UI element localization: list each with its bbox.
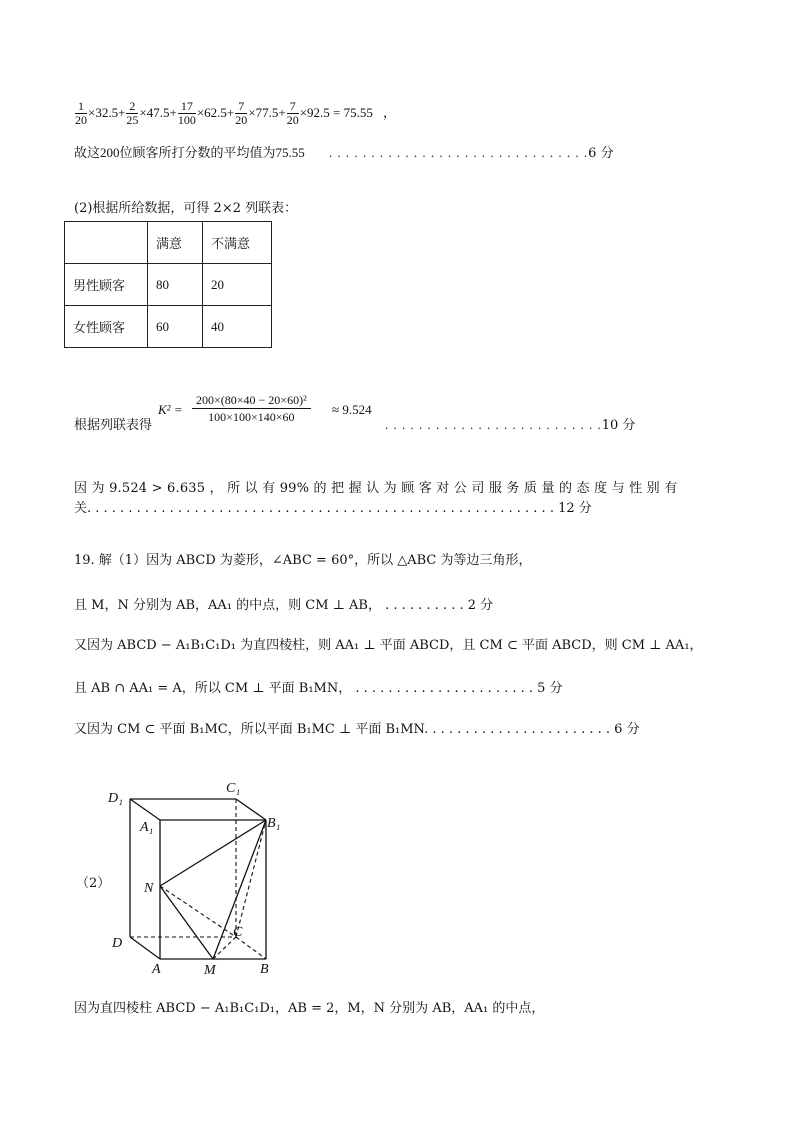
table-row	[65, 222, 272, 264]
fraction: $\frac{17}{100}$	[177, 99, 196, 127]
fraction: $\frac{2}{25}$	[126, 99, 139, 127]
table-row	[65, 264, 272, 306]
edge-D1A1	[130, 799, 160, 820]
label-A1: A₁	[140, 820, 154, 835]
edge-DA	[130, 937, 160, 959]
table-cell: 60	[148, 306, 203, 348]
k2-approx: ≈ 9.524	[332, 402, 372, 417]
q19-line-2: 且 M，N 分别为 AB，AA₁ 的中点，则 CM ⊥ AB， . . . . . . . . . . 2 分	[74, 598, 494, 613]
factor: ×92.5 = 75.55	[299, 105, 373, 120]
factor: ×62.5+	[196, 105, 235, 120]
k2-prefix: 根据列联表得	[74, 418, 153, 433]
label-B1: B₁	[267, 816, 281, 831]
table-cell	[65, 222, 148, 264]
prism-figure	[100, 775, 290, 980]
segment-NC-hidden	[160, 886, 236, 937]
factor: ×32.5+	[88, 105, 126, 120]
edge-C1B1	[236, 799, 266, 820]
segment-MC-hidden	[213, 937, 236, 959]
segment-NM	[160, 886, 213, 959]
q19-line-3: 又因为 ABCD − A₁B₁C₁D₁ 为直四棱柱，则 AA₁ ⊥ 平面 ABCD，且 CM ⊂ 平面 ABCD，则 CM ⊥ AA₁，	[74, 638, 703, 653]
table-cell: 20	[203, 264, 272, 306]
label-N: N	[144, 881, 154, 896]
segment-CB1-hidden	[236, 820, 266, 937]
table-cell: 80	[148, 264, 203, 306]
conclusion-line-2: 关. . . . . . . . . . . . . . . . . . . . . . . . . . . . . . . . . . . . . . . . . . . . . . . . . . . . . . . . . 12 分	[74, 501, 592, 516]
edge-CB-hidden	[236, 937, 266, 959]
q19-line-4: 且 AB ∩ AA₁ = A，所以 CM ⊥ 平面 B₁MN， . . . . . . . . . . . . . . . . . . . . . . 5 分	[74, 681, 563, 696]
table-cell: 满意	[148, 222, 203, 264]
label-M: M	[204, 963, 216, 978]
table-cell: 不满意	[203, 222, 272, 264]
table-cell: 女性顾客	[65, 306, 148, 348]
k2-denominator: 100×100×140×60	[208, 410, 295, 424]
conclusion-line-1: 因 为 9.524 > 6.635 ， 所 以 有 99% 的 把 握 认 为 顾 客 对 公 司 服 务 质 量 的 态 度 与 性 别 有	[74, 481, 678, 496]
factor: ×47.5+	[139, 105, 177, 120]
fraction: $\frac{1}{20}$	[75, 99, 87, 127]
last-line: 因为直四棱柱 ABCD − A₁B₁C₁D₁，AB = 2，M，N 分别为 AB，AA₁ 的中点，	[74, 1001, 545, 1016]
label-C1: C₁	[226, 781, 241, 796]
label-A: A	[152, 962, 161, 977]
k2-lhs: K² =	[158, 402, 183, 417]
fraction: $\frac{7}{20}$	[286, 99, 299, 127]
mean-formula	[74, 100, 396, 127]
factor: ×77.5+	[248, 105, 286, 120]
k2-numerator: 200×(80×40 − 20×60)²	[192, 392, 311, 409]
table-cell: 40	[203, 306, 272, 348]
label-B: B	[260, 962, 269, 977]
q19-line-1: 19. 解（1）因为 ABCD 为菱形，∠ABC = 60°，所以 △ABC 为等边三角形，	[74, 553, 532, 568]
punct: ，	[383, 106, 397, 121]
table-cell: 男性顾客	[65, 264, 148, 306]
k2-score-line: . . . . . . . . . . . . . . . . . . . . . . . . . .10 分	[385, 417, 636, 433]
q19-line-5: 又因为 CM ⊂ 平面 B₁MC，所以平面 B₁MC ⊥ 平面 B₁MN. . . . . . . . . . . . . . . . . . . . . . . 6 分	[74, 722, 640, 737]
part2-intro: (2)根据所给数据，可得 2×2 列联表：	[74, 201, 298, 216]
contingency-table	[64, 221, 272, 348]
mean-conclusion: 故这200位顾客所打分数的平均值为75.55 . . . . . . . . . . . . . . . . . . . . . . . . . . . . . . .6 分	[74, 145, 614, 161]
table-row	[65, 306, 272, 348]
label-C: C	[233, 925, 243, 940]
part2-label: （2）	[76, 876, 111, 891]
label-D1: D₁	[108, 791, 123, 806]
k2-fraction	[192, 392, 311, 425]
label-D: D	[112, 936, 123, 951]
fraction: $\frac{7}{20}$	[235, 99, 248, 127]
segment-NB1	[160, 820, 266, 886]
